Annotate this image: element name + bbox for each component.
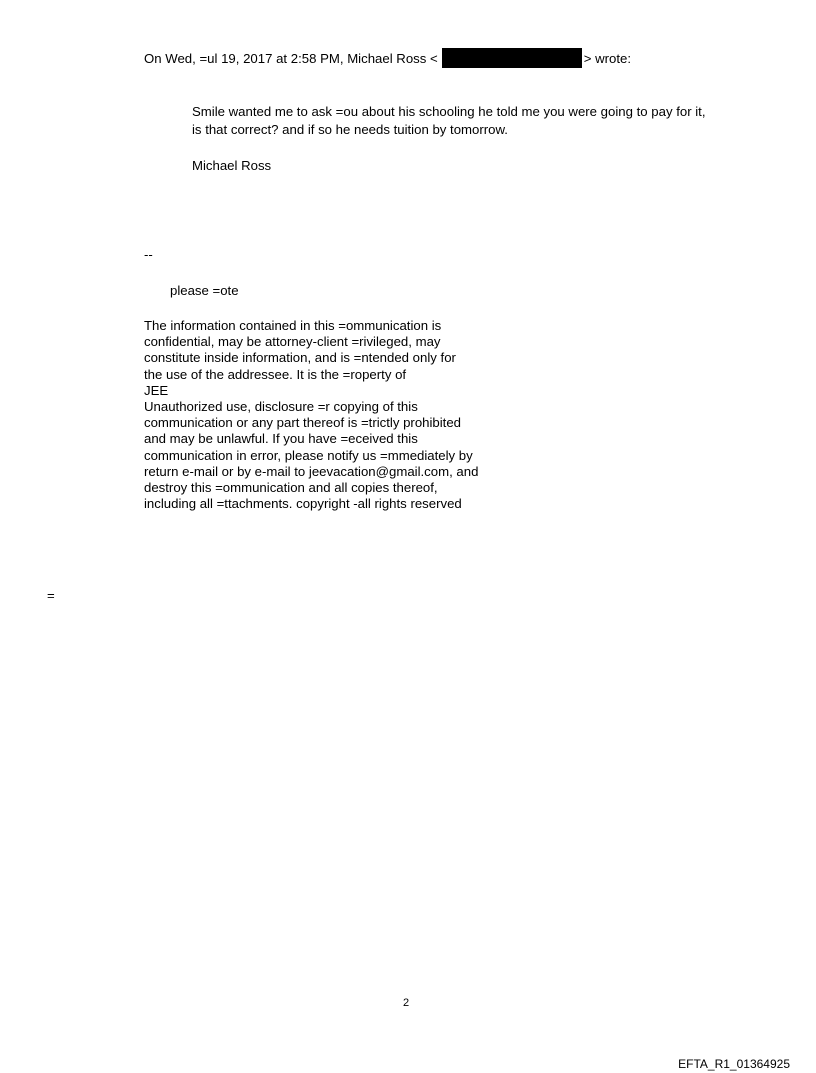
redaction-block bbox=[442, 48, 582, 68]
disclaimer-line: communication in error, please notify us =mmediately by bbox=[144, 447, 473, 463]
quote-header bbox=[144, 48, 631, 68]
disclaimer-line: Unauthorized use, disclosure =r copying of this bbox=[144, 399, 418, 415]
disclaimer-line: The information contained in this =ommunication is bbox=[144, 318, 442, 333]
disclaimer-line: communication or any part thereof is =trictly prohibited bbox=[144, 415, 462, 431]
quote-header-prefix: On Wed, =ul 19, 2017 at 2:58 PM, Michael Ross < bbox=[144, 51, 438, 66]
quoted-line: is that correct? and if so he needs tuition by tomorrow. bbox=[192, 121, 508, 137]
disclaimer-line: JEE bbox=[144, 382, 169, 398]
please-note-heading: please =ote bbox=[170, 283, 239, 298]
stray-equals-sign: = bbox=[47, 588, 55, 603]
disclaimer-line: constitute inside information, and is =ntended only for bbox=[144, 350, 456, 366]
signature-separator: -- bbox=[144, 247, 153, 262]
signature-name: Michael Ross bbox=[192, 158, 272, 173]
disclaimer-line: the use of the addressee. It is the =roperty of bbox=[144, 366, 407, 382]
bates-number: EFTA_R1_01364925 bbox=[678, 1057, 790, 1071]
disclaimer-line: and may be unlawful. If you have =eceived this bbox=[144, 431, 418, 447]
disclaimer-line: including all =ttachments. copyright -all rights reserved bbox=[144, 496, 462, 512]
quoted-line: Smile wanted me to ask =ou about his schooling he told me you were going to pay for it, bbox=[192, 104, 706, 119]
quoted-message-body bbox=[192, 103, 706, 138]
disclaimer-line: confidential, may be attorney-client =rivileged, may bbox=[144, 334, 441, 350]
quote-header-suffix: > wrote: bbox=[583, 51, 631, 66]
confidentiality-disclaimer bbox=[144, 318, 478, 512]
disclaimer-line: return e-mail or by e-mail to jeevacation@gmail.com, and bbox=[144, 463, 479, 479]
disclaimer-line: destroy this =ommunication and all copies thereof, bbox=[144, 480, 438, 496]
page-number: 2 bbox=[403, 997, 410, 1009]
